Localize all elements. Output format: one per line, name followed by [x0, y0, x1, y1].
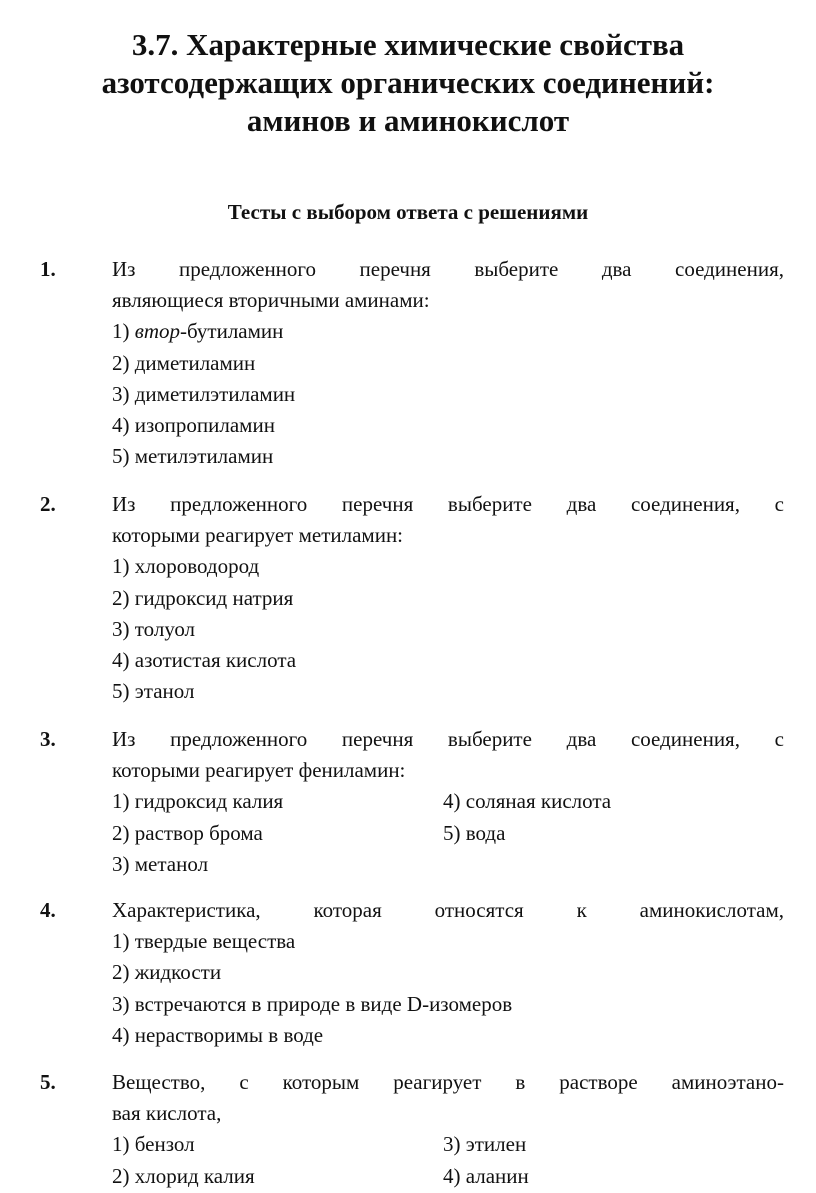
question-text: Вещество, с которым реагирует в растворе аминоэтано- — [112, 1070, 784, 1094]
question-text: Из предложенного перечня выберите два соединения, — [112, 257, 784, 281]
question-text: являющиеся вторичными аминами: — [112, 288, 430, 313]
option: 2) хлорид калия — [112, 1163, 255, 1188]
question-text: Из предложенного перечня выберите два соединения, с — [112, 727, 784, 751]
option: 4) аланин — [443, 1163, 529, 1188]
question-text: вая кислота, — [112, 1101, 222, 1126]
option: 2) диметиламин — [112, 350, 256, 375]
option-italic: втор — [134, 319, 181, 344]
option: 1) гидроксид калия — [112, 789, 284, 814]
title-line: 3.7. Характерные химические свойства — [131, 27, 685, 62]
option: 2) жидкости — [112, 960, 222, 985]
option-number: 1) — [112, 319, 135, 344]
question-number: 5. — [40, 1070, 56, 1094]
question-3 — [0, 724, 816, 880]
option: 2) раствор брома — [112, 820, 263, 845]
question-1 — [0, 254, 816, 472]
option: 4) азотистая кислота — [112, 647, 297, 672]
question-text: которыми реагирует фениламин: — [112, 758, 406, 783]
question-text: которыми реагирует метиламин: — [112, 523, 404, 548]
option: 1) бензол — [112, 1132, 195, 1157]
option: 4) соляная кислота — [443, 789, 612, 814]
option: 2) гидроксид натрия — [112, 585, 294, 610]
option: 3) этилен — [443, 1132, 527, 1157]
question-text: Характеристика, которая относятся к аминокислотам, — [112, 898, 784, 922]
option: 5) этанол — [112, 679, 195, 704]
question-2 — [0, 489, 816, 707]
question-number: 2. — [40, 492, 56, 516]
question-number: 1. — [40, 257, 56, 281]
title-line: аминов и аминокислот — [246, 103, 570, 138]
question-number: 4. — [40, 898, 56, 922]
question-5 — [0, 1067, 816, 1192]
option-text: -бутиламин — [180, 319, 284, 344]
option: 1) хлороводород — [112, 554, 260, 579]
section-title — [0, 26, 816, 140]
option: 1) твердые вещества — [112, 929, 296, 954]
title-line: азотсодержащих органических соединений: — [101, 65, 715, 100]
question-4 — [0, 895, 816, 1051]
option: 3) диметилэтиламин — [112, 381, 296, 406]
option: 3) метанол — [112, 851, 209, 876]
option: 4) изопропиламин — [112, 412, 275, 437]
option: 5) метилэтиламин — [112, 444, 274, 469]
option: 5) вода — [443, 820, 506, 845]
section-subtitle: Тесты с выбором ответа с решениями — [227, 200, 589, 224]
option: 4) нерастворимы в воде — [112, 1022, 324, 1047]
option: 3) встречаются в природе в виде D-изомеров — [112, 991, 513, 1016]
option — [112, 316, 784, 347]
question-number: 3. — [40, 727, 56, 751]
question-text: Из предложенного перечня выберите два соединения, с — [112, 492, 784, 516]
option: 3) толуол — [112, 616, 196, 641]
